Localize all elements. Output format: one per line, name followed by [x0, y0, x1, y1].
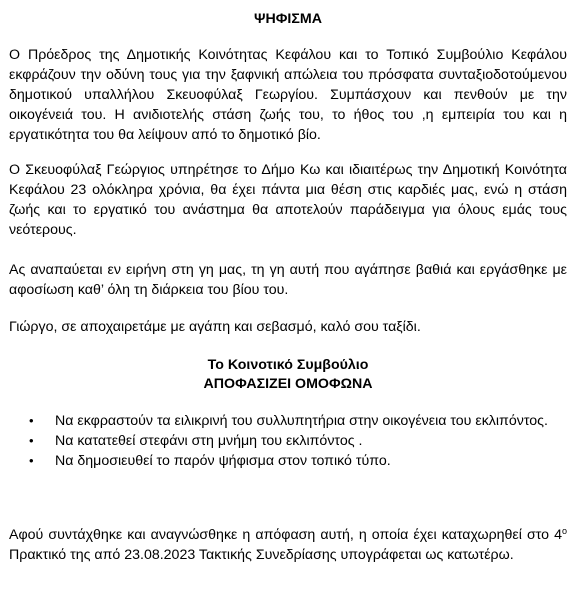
decision-text: Να κατατεθεί στεφάνι στη μνήμη του εκλιπόντος . — [55, 433, 363, 449]
council-decision: ΑΠΟΦΑΣΙΖΕΙ ΟΜΟΦΩΝΑ — [203, 376, 373, 392]
paragraph-condolences: Ο Πρόεδρος της Δημοτικής Κοινότητας Κεφάλου και το Τοπικό Συμβούλιο Κεφάλου εκφράζουν την οδύνη τους για την ξαφνική απώλεια του πρόσφατα συνταξιοδοτούμενου δημοτικού υπαλλήλου Σκευοφύλαξ Γεωργίου. Συμπάσχουν και πενθούν με την οικογένειά του. Η ανιδιοτελής στάση ζωής του, το ήθος του ,η εμπειρία του και η εργατικότητα του θα λείψουν από το δημοτικό βίο. — [9, 47, 567, 143]
document-title: ΨΗΦΙΣΜΑ — [254, 11, 322, 27]
decision-list — [9, 411, 567, 471]
bullet-icon: • — [29, 453, 34, 468]
council-heading — [9, 356, 567, 394]
decision-text: Να δημοσιευθεί το παρόν ψήφισμα στον τοπικό τύπο. — [55, 453, 391, 469]
paragraph-farewell: Γιώργο, σε αποχαιρετάμε με αγάπη και σεβασμό, καλό σου ταξίδι. — [9, 319, 421, 335]
bullet-icon: • — [29, 433, 34, 448]
bullet-icon: • — [29, 413, 34, 428]
ordinal-superscript: ο — [561, 526, 567, 536]
list-item — [9, 411, 567, 431]
list-item — [9, 451, 567, 471]
paragraph-service: Ο Σκευοφύλαξ Γεώργιος υπηρέτησε το Δήμο Κω και ιδιαιτέρως την Δημοτική Κοινότητα Κεφάλου 23 ολόκληρα χρόνια, θα έχει πάντα μια θέση στις καρδιές μας, ενώ η στάση ζωής και το εργατικό του ανάστημα θα αποτελούν παράδειγμα για όλους εμάς τους νεότερους. — [9, 162, 567, 238]
list-item — [9, 431, 567, 451]
paragraph-rest-in-peace: Ας αναπαύεται εν ειρήνη στη γη μας, τη γη αυτή που αγάπησε βαθιά και εργάσθηκε με αφοσίωση καθ’ όλη τη διάρκεια του βίου του. — [9, 262, 567, 298]
final-text-before: Αφού συντάχθηκε και αναγνώσθηκε η απόφαση αυτή, η οποία έχει καταχωρηθεί στο 4 — [9, 527, 562, 543]
decision-text: Να εκφραστούν τα ειλικρινή του συλλυπητήρια στην οικογένεια του εκλιπόντος. — [55, 413, 548, 429]
paragraph-signature-note — [9, 525, 567, 565]
council-name: Το Κοινοτικό Συμβούλιο — [207, 357, 369, 373]
final-text-after: Πρακτικό της από 23.08.2023 Τακτικής Συνεδρίασης υπογράφεται ως κατωτέρω. — [9, 547, 514, 563]
